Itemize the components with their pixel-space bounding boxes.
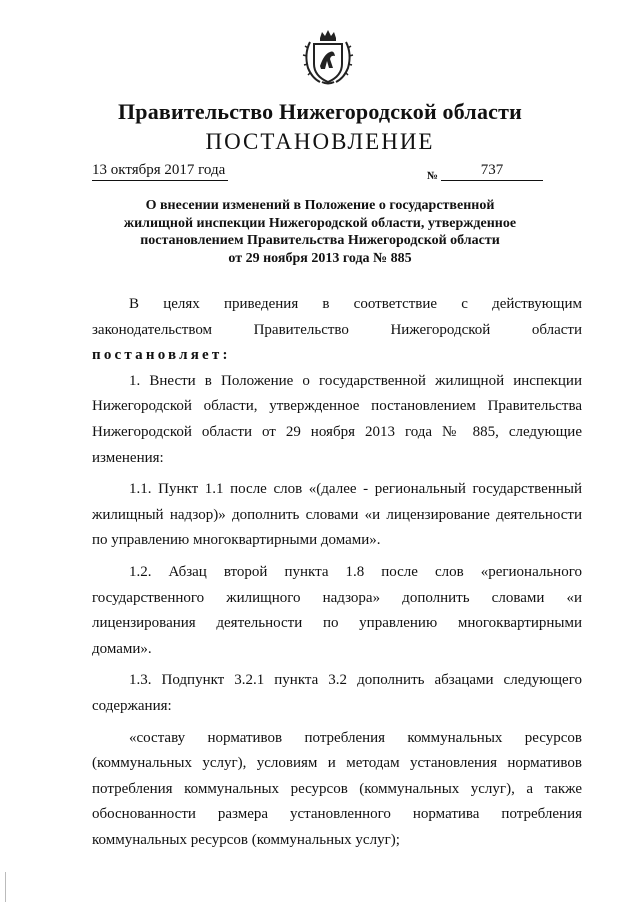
item-1-2-line: 1.2. Абзац второй пункта 1.8 после слов «регионального <box>129 563 582 580</box>
item-1-line: Нижегородской области, утвержденное постановлением Правительства <box>92 398 582 415</box>
item-1-1-line: 1.1. Пункт 1.1 после слов «(далее - региональный государственный <box>129 481 582 498</box>
item-1-1-line: по управлению многоквартирными домами». <box>92 532 381 549</box>
item-1-1-line: жилищный надзор)» дополнить словами «и лицензирование деятельности <box>92 506 582 523</box>
item-1-line: изменения: <box>92 449 164 466</box>
organization-name: Правительство Нижегородской области <box>117 99 522 124</box>
intro-line: В целях приведения в соответствие с действующим <box>129 296 582 312</box>
quote-line: «составу нормативов потребления коммунальных ресурсов <box>129 729 582 746</box>
item-1-line: Нижегородской области от 29 ноября 2013 года № 885, следующие <box>92 423 582 440</box>
quote-line: (коммунальных услуг), условиям и методам установления нормативов <box>92 755 582 772</box>
item-1-3-line: содержания: <box>92 697 172 714</box>
coat-of-arms-icon <box>302 28 354 86</box>
quote-line: коммунальных ресурсов (коммунальных услуг); <box>92 831 400 848</box>
title-line: О внесении изменений в Положение о государственной <box>145 198 495 213</box>
item-1-line: 1. Внести в Положение о государственной жилищной инспекции <box>129 372 582 389</box>
title-line: от 29 ноября 2013 года № 885 <box>228 250 412 266</box>
number-label: № <box>427 170 439 182</box>
title-line: постановлением Правительства Нижегородской области <box>140 233 500 248</box>
intro-line: законодательством Правительство Нижегородской области <box>92 321 582 338</box>
decree-word-text: постановляет: <box>92 347 231 364</box>
document-number: 737 <box>441 162 543 181</box>
decree-word <box>92 343 582 369</box>
document-title <box>92 197 548 267</box>
quote-line: обоснованности размера установленного норматива потребления <box>92 806 582 823</box>
item-1-3-line: 1.3. Подпункт 3.2.1 пункта 3.2 дополнить абзацами следующего <box>129 672 582 689</box>
item-1-2-line: домами». <box>92 640 152 657</box>
document-date: 13 октября 2017 года <box>92 162 228 181</box>
scan-margin-mark <box>5 872 6 902</box>
document-type: ПОСТАНОВЛЕНИЕ <box>205 129 435 154</box>
quote-line: потребления коммунальных ресурсов (коммунальных услуг), а также <box>92 780 582 797</box>
document-body <box>92 292 582 853</box>
title-line: жилищной инспекции Нижегородской области, утвержденное <box>123 215 517 231</box>
item-1-2-line: лицензирования деятельности по управлению многоквартирными <box>92 615 582 632</box>
item-1-2-line: государственного жилищного надзора» дополнить словами «и <box>92 589 582 606</box>
